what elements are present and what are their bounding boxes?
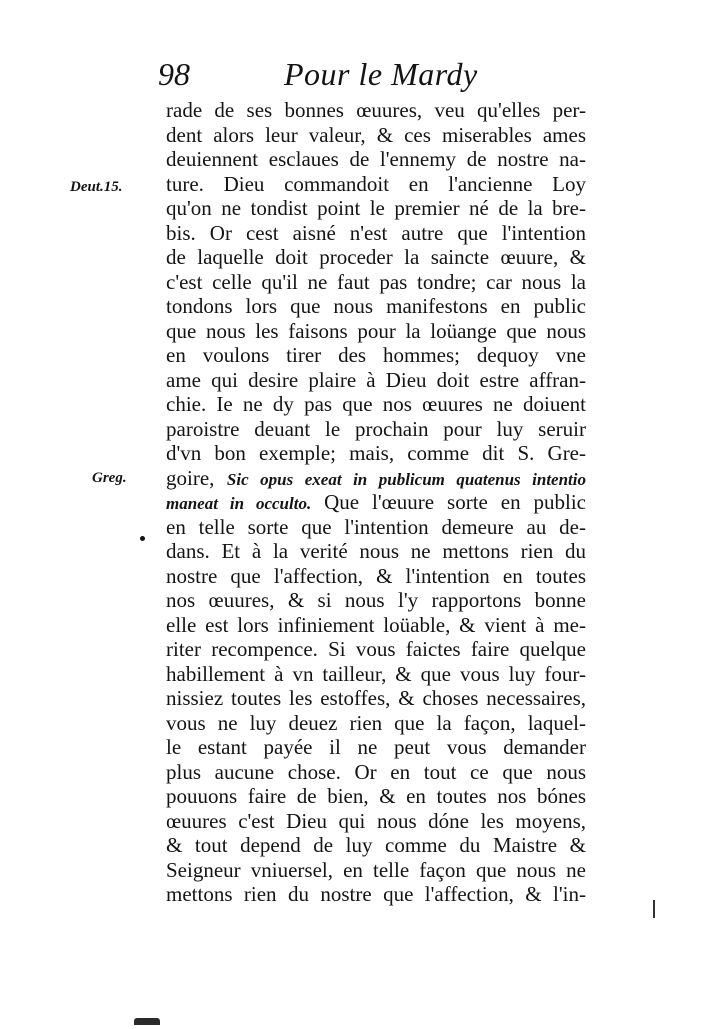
text-line: nostre que l'affection, & l'intention en toutes (166, 563, 586, 588)
text-line: c'est celle qu'il ne faut pas tondre; car nous la (166, 269, 586, 294)
running-title: Pour le Mardy (284, 56, 478, 92)
margin-note-deuteronomy: Deut.15. (70, 179, 123, 195)
text-line: ture. Dieu commandoit en l'ancienne Loy (166, 171, 586, 196)
text-line: habillement à vn tailleur, & que vous luy four- (166, 661, 586, 686)
text-line: elle est lors infiniement loüable, & vient à me- (166, 612, 586, 637)
translation-start: Que l'œuure sorte en public (324, 490, 586, 514)
latin-quote-line-2 (166, 490, 586, 515)
text-line: nissiez toutes les estoffes, & choses necessaires, (166, 686, 586, 710)
text-line: Seigneur vniuersel, en telle façon que nous ne (166, 857, 586, 882)
margin-dot-mark (140, 536, 145, 541)
text-line: bis. Or cest aisné n'est autre que l'intention (166, 220, 586, 245)
latin-line-start: goire, (166, 465, 215, 490)
text-line: d'vn bon exemple; mais, comme dit S. Gre- (166, 441, 586, 465)
text-line: mettons rien du nostre que l'affection, & l'in- (166, 882, 586, 906)
ink-smudge (134, 1018, 160, 1025)
page-number: 98 (158, 56, 190, 92)
text-line: vous ne luy deuez rien que la façon, laquel- (166, 710, 586, 735)
text-line: ame qui desire plaire à Dieu doit estre affran- (166, 367, 586, 392)
page-header (158, 54, 588, 94)
text-line: nos œuures, & si nous l'y rapportons bonne (166, 588, 586, 612)
text-line: dent alors leur valeur, & ces miserables ames (166, 122, 586, 147)
text-line: en voulons tirer des hommes; dequoy vne (166, 343, 586, 367)
text-line: tondons lors que nous manifestons en public (166, 294, 586, 318)
text-line: & tout depend de luy comme du Maistre & (166, 833, 586, 857)
page-edge-mark (653, 900, 655, 918)
text-line: de laquelle doit proceder la saincte œuure, & (166, 245, 586, 269)
text-line: dans. Et à la verité nous ne mettons rien du (166, 539, 586, 563)
latin-quotation: Sic opus exeat in publicum quatenus intentio (226, 469, 586, 489)
text-line: le estant payée il ne peut vous demander (166, 735, 586, 759)
margin-note-gregory: Greg. (92, 470, 127, 486)
text-line: rade de ses bonnes œuures, veu qu'elles per- (166, 98, 586, 122)
text-line: deuiennent esclaues de l'ennemy de nostre na- (166, 147, 586, 171)
text-line: œuures c'est Dieu qui nous dóne les moyens, (166, 808, 586, 833)
text-line: que nous les faisons pour la loüange que nous (166, 318, 586, 343)
text-line: chie. Ie ne dy pas que nos œuures ne doiuent (166, 392, 586, 416)
text-line: en telle sorte que l'intention demeure au de- (166, 514, 586, 539)
text-line: pouuons faire de bien, & en toutes nos bónes (166, 784, 586, 808)
body-text (166, 98, 586, 907)
latin-quote-line (166, 466, 586, 491)
text-line: qu'on ne tondist point le premier né de la bre- (166, 196, 586, 220)
text-line: riter recompence. Si vous faictes faire quelque (166, 637, 586, 661)
latin-quotation-end: maneat in occulto. (166, 494, 312, 513)
text-line: plus aucune chose. Or en tout ce que nous (166, 759, 586, 784)
text-line: paroistre deuant le prochain pour luy seruir (166, 416, 586, 441)
